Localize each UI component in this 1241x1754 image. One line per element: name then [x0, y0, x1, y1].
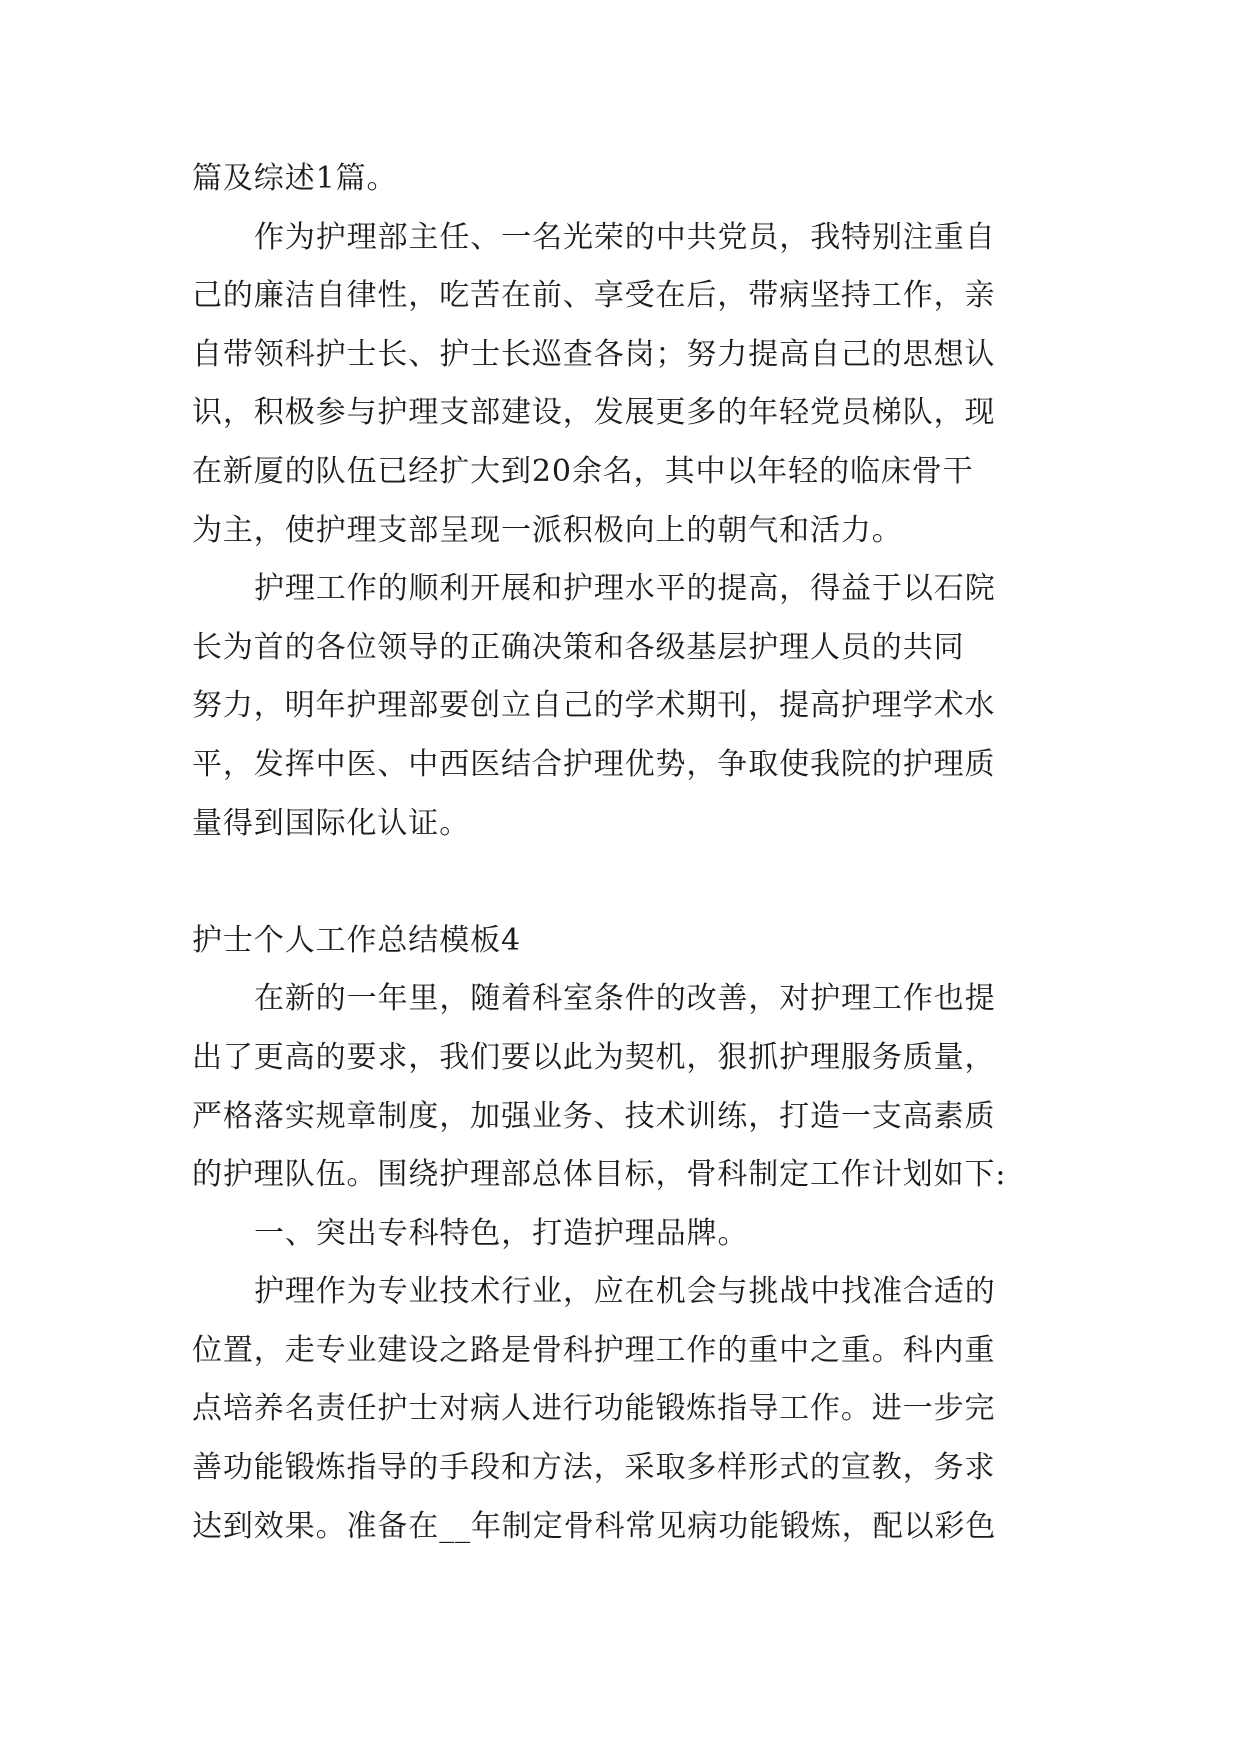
paragraph-line: 点培养名责任护士对病人进行功能锻炼指导工作。进一步完 [192, 1391, 996, 1427]
paragraph-2 [192, 560, 1072, 853]
paragraph-1 [192, 209, 1072, 561]
paragraph-line: 为主，使护理支部呈现一派积极向上的朝气和活力。 [192, 512, 903, 548]
paragraph-line: 在新的一年里，随着科室条件的改善，对护理工作也提 [254, 981, 996, 1017]
section-title: 护士个人工作总结模板4 [192, 922, 521, 958]
paragraph-4 [192, 1263, 1072, 1556]
paragraph-line: 量得到国际化认证。 [192, 805, 471, 841]
paragraph-line: 自带领科护士长、护士长巡查各岗；努力提高自己的思想认 [192, 336, 996, 372]
paragraph-line: 识，积极参与护理支部建设，发展更多的年轻党员梯队，现 [192, 395, 996, 431]
subheading: 一、突出专科特色，打造护理品牌。 [254, 1215, 749, 1251]
paragraph-line: 善功能锻炼指导的手段和方法，采取多样形式的宣教，务求 [192, 1450, 996, 1486]
paragraph-line: 护理工作的顺利开展和护理水平的提高，得益于以石院 [254, 571, 996, 607]
document-body [192, 150, 1072, 1556]
paragraph-line: 护理作为专业技术行业，应在机会与挑战中找准合适的 [254, 1274, 996, 1310]
paragraph-line: 平，发挥中医、中西医结合护理优势，争取使我院的护理质 [192, 746, 996, 782]
paragraph-line: 位置，走专业建设之路是骨科护理工作的重中之重。科内重 [192, 1332, 996, 1368]
paragraph-line: 严格落实规章制度，加强业务、技术训练，打造一支高素质 [192, 1098, 996, 1134]
paragraph-line: 在新厦的队伍已经扩大到20余名，其中以年轻的临床骨干 [192, 453, 974, 489]
continuation-line: 篇及综述1篇。 [192, 161, 398, 196]
section-spacer [192, 853, 1072, 912]
paragraph-line: 长为首的各位领导的正确决策和各级基层护理人员的共同 [192, 629, 965, 665]
paragraph-line: 达到效果。准备在__年制定骨科常见病功能锻炼，配以彩色 [192, 1508, 997, 1544]
paragraph-line: 己的廉洁自律性，吃苦在前、享受在后，带病坚持工作，亲 [192, 278, 996, 314]
paragraph-line: 的护理队伍。围绕护理部总体目标，骨科制定工作计划如下: [192, 1157, 1007, 1193]
paragraph-line: 努力，明年护理部要创立自己的学术期刊，提高护理学术水 [192, 688, 996, 724]
paragraph-line: 作为护理部主任、一名光荣的中共党员，我特别注重自 [254, 219, 996, 255]
paragraph-3 [192, 970, 1072, 1204]
paragraph-line: 出了更高的要求，我们要以此为契机，狠抓护理服务质量， [192, 1039, 996, 1075]
